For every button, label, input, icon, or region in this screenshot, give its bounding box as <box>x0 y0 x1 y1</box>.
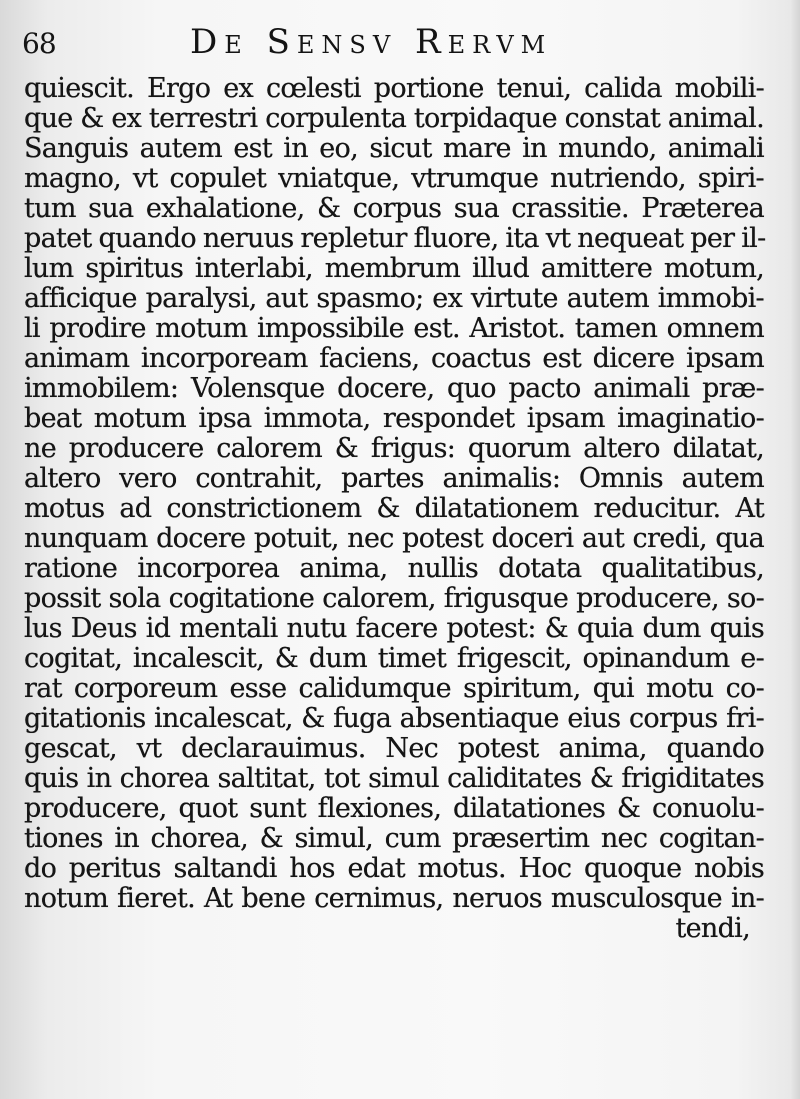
text-line: tiones in chorea, & simul, cum præsertim nec cogitan- <box>24 823 764 854</box>
text-line: afficique paralysi, aut spasmo; ex virtute autem immobi- <box>24 283 764 314</box>
text-line: tendi, <box>675 913 750 944</box>
text-line: immobilem: Volensque docere, quo pacto animali præ- <box>24 373 764 404</box>
text-line: notum fieret. At bene cernimus, neruos musculosque in- <box>24 883 764 914</box>
page-edge-shadow <box>790 0 800 1099</box>
body-text <box>24 74 764 944</box>
text-line: do peritus saltandi hos edat motus. Hoc quoque nobis <box>24 853 764 884</box>
text-line: patet quando neruus repletur fluore, ita vt nequeat per il- <box>24 223 766 254</box>
text-line: lus Deus id mentali nutu facere potest: & quia dum quis <box>24 613 764 644</box>
text-line: altero vero contrahit, partes animalis: Omnis autem <box>24 463 764 494</box>
text-line: gitationis incalescat, & fuga absentiaque eius corpus fri- <box>24 703 764 734</box>
text-line: tum sua exhalatione, & corpus sua crassitie. Præterea <box>24 193 764 224</box>
text-line: producere, quot sunt flexiones, dilatationes & conuolu- <box>24 793 764 824</box>
text-line: magno, vt copulet vniatque, vtrumque nutriendo, spiri- <box>24 163 764 194</box>
text-line: quis in chorea saltitat, tot simul caliditates & frigiditates <box>24 763 764 794</box>
text-line: gescat, vt declarauimus. Nec potest anima, quando <box>24 733 764 764</box>
text-line: nunquam docere potuit, nec potest doceri aut credi, qua <box>24 523 764 554</box>
text-line: cogitat, incalescit, & dum timet frigescit, opinandum e- <box>24 643 764 674</box>
text-line: rat corporeum esse calidumque spiritum, qui motu co- <box>24 673 764 704</box>
text-line: motus ad constrictionem & dilatationem reducitur. At <box>24 493 764 524</box>
text-line: li prodire motum impossibile est. Aristot. tamen omnem <box>24 313 764 344</box>
running-head: De Sensv Rervm <box>190 22 553 62</box>
text-line: possit sola cogitatione calorem, frigusque producere, so- <box>24 583 764 614</box>
page-header <box>22 20 782 70</box>
text-line: lum spiritus interlabi, membrum illud amittere motum, <box>24 253 764 284</box>
text-line: que & ex terrestri corpulenta torpidaque constat animal. <box>24 103 764 134</box>
text-line: quiescit. Ergo ex cœlesti portione tenui, calida mobili- <box>24 73 764 104</box>
text-line: ne producere calorem & frigus: quorum altero dilatat, <box>24 433 764 464</box>
text-line: Sanguis autem est in eo, sicut mare in mundo, animali <box>24 133 764 164</box>
text-line: ratione incorporea anima, nullis dotata qualitatibus, <box>24 553 764 584</box>
page-number: 68 <box>22 27 56 60</box>
text-line: animam incorpoream faciens, coactus est dicere ipsam <box>24 343 764 374</box>
text-line: beat motum ipsa immota, respondet ipsam imaginatio- <box>24 403 764 434</box>
